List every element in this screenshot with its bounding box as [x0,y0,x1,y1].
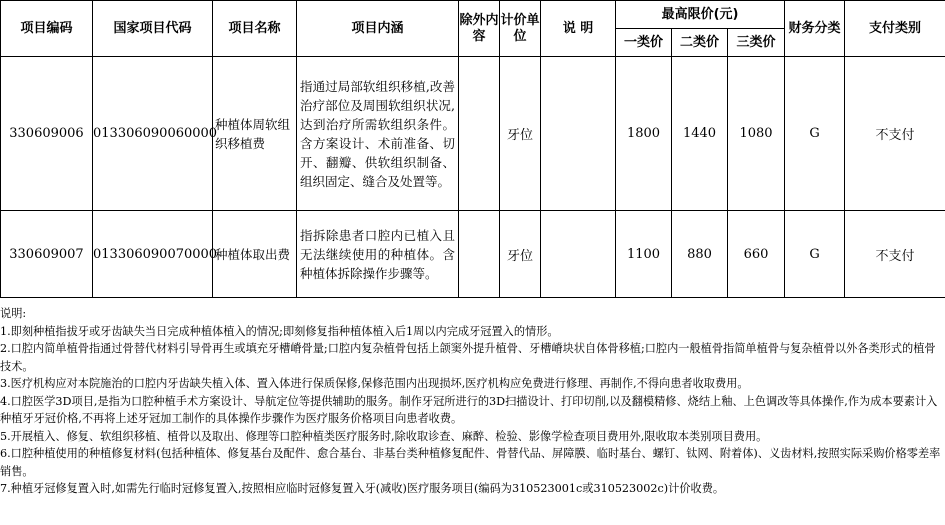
header-content: 项目内涵 [297,1,459,57]
cell-content: 指通过局部软组织移植,改善治疗部位及周围软组织状况,达到治疗所需软组织条件。含方案设计、术前准备、切开、翻瓣、供软组织制备、组织固定、缝合及处置等。 [297,57,459,211]
cell-content: 指拆除患者口腔内已植入且无法继续使用的种植体。含种植体拆除操作步骤等。 [297,211,459,298]
header-code: 项目编码 [1,1,93,57]
cell-national-code: 013306090060000 [93,57,213,211]
cell-payment: 不支付 [845,211,945,298]
cell-class2: 880 [672,211,728,298]
cell-class3: 660 [728,211,785,298]
header-max-price: 最高限价(元) [616,1,785,29]
cell-notes [541,211,616,298]
note-item: 6.口腔种植使用的种植修复材料(包括种植体、修复基台及配件、愈合基台、非基台类种植修复配件、骨替代品、屏障膜、临时基台、螺钉、钛网、附着体)、义齿材料,按照实际采购价格零差率销售。 [0,447,941,478]
notes-title: 说明: [0,307,27,320]
cell-national-code: 013306090070000 [93,211,213,298]
cell-exclusions [459,211,500,298]
header-exclusions: 除外内容 [459,1,500,57]
cell-name: 种植体取出费 [213,211,297,298]
header-payment: 支付类别 [845,1,945,57]
cell-class1: 1100 [616,211,672,298]
note-item: 7.种植牙冠修复置入时,如需先行临时冠修复置入,按照相应临时冠修复置入牙(减收)医疗服务项目(编码为310523001c或310523002c)计价收费。 [0,482,725,495]
note-item: 4.口腔医学3D项目,是指为口腔种植手术方案设计、导航定位等提供辅助的服务。制作牙冠所进行的3D扫描设计、打印切削,以及翻模精修、烧结上釉、上色调改等具体操作,作为成本要素计入种植牙牙冠价格,不再将上述牙冠加工制作的具体操作步骤作为医疗服务价格项目向患者收费。 [0,394,938,425]
note-item: 2.口腔内简单植骨指通过骨替代材料引导骨再生或填充牙槽嵴骨量;口腔内复杂植骨包括上颌窦外提升植骨、牙槽嵴块状自体骨移植;口腔内一般植骨指简单植骨与复杂植骨以外各类形式的植骨技术。 [0,342,936,373]
header-finance: 财务分类 [785,1,845,57]
cell-notes [541,57,616,211]
cell-payment: 不支付 [845,57,945,211]
header-unit: 计价单位 [500,1,541,57]
table-row [1,57,945,211]
header-class1: 一类价 [616,29,672,57]
cell-unit: 牙位 [500,57,541,211]
cell-code: 330609006 [1,57,93,211]
cell-finance: G [785,57,845,211]
notes-section [0,305,945,498]
cell-unit: 牙位 [500,211,541,298]
cell-exclusions [459,57,500,211]
header-notes: 说 明 [541,1,616,57]
cell-class3: 1080 [728,57,785,211]
cell-class2: 1440 [672,57,728,211]
note-item: 5.开展植入、修复、软组织移植、植骨以及取出、修理等口腔种植类医疗服务时,除收取诊查、麻醉、检验、影像学检查项目费用外,限收取本类别项目费用。 [0,429,768,443]
cell-name: 种植体周软组织移植费 [213,57,297,211]
header-class3: 三类价 [728,29,785,57]
header-national-code: 国家项目代码 [93,1,213,57]
cell-finance: G [785,211,845,298]
cell-class1: 1800 [616,57,672,211]
header-name: 项目名称 [213,1,297,57]
header-class2: 二类价 [672,29,728,57]
table-row [1,211,945,298]
note-item: 3.医疗机构应对本院施治的口腔内牙齿缺失植入体、置入体进行保质保修,保修范围内出现损坏,医疗机构应免费进行修理、再制作,不得向患者收取费用。 [0,377,749,390]
note-item: 1.即刻种植指拔牙或牙齿缺失当日完成种植体植入的情况;即刻修复指种植体植入后1周以内完成牙冠置入的情形。 [0,324,559,338]
cell-code: 330609007 [1,211,93,298]
